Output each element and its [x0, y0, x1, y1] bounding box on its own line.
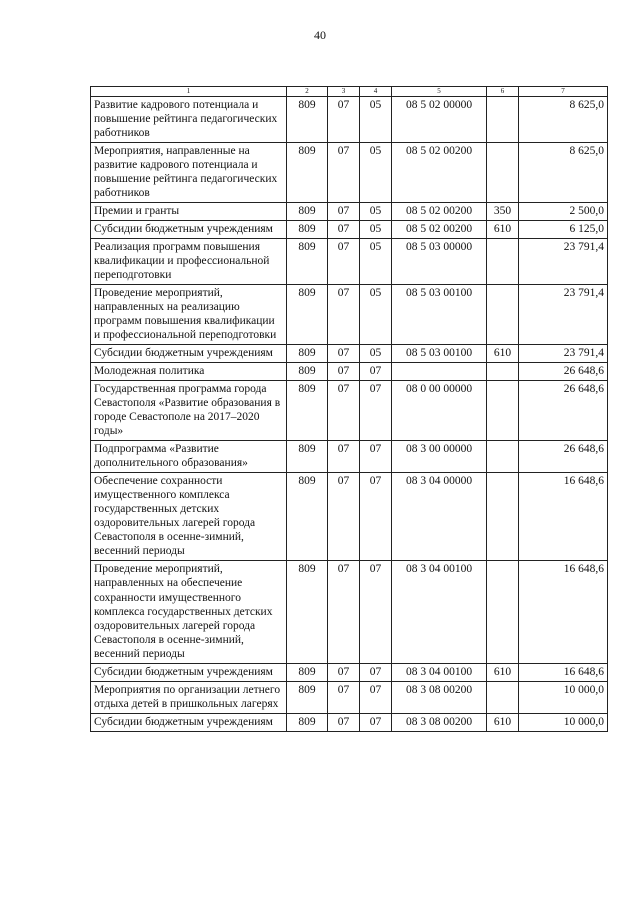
ministry-code: 809	[287, 441, 328, 473]
subsection-code: 07	[360, 561, 392, 663]
ministry-code: 809	[287, 473, 328, 561]
row-name: Субсидии бюджетным учреждениям	[91, 713, 287, 731]
row-name: Проведение мероприятий, направленных на реализацию программ повышения квалификации и профессиональной переподготовки	[91, 285, 287, 345]
section-code: 07	[328, 203, 360, 221]
ministry-code: 809	[287, 239, 328, 285]
ministry-code: 809	[287, 203, 328, 221]
expense-type-code: 610	[487, 663, 519, 681]
table-row	[91, 221, 608, 239]
ministry-code: 809	[287, 561, 328, 663]
amount: 16 648,6	[519, 663, 608, 681]
ministry-code: 809	[287, 381, 328, 441]
column-number-row	[91, 87, 608, 97]
table-row	[91, 681, 608, 713]
section-code: 07	[328, 363, 360, 381]
expense-type-code	[487, 473, 519, 561]
amount: 23 791,4	[519, 345, 608, 363]
section-code: 07	[328, 441, 360, 473]
ministry-code: 809	[287, 221, 328, 239]
amount: 2 500,0	[519, 203, 608, 221]
expense-type-code	[487, 681, 519, 713]
amount: 23 791,4	[519, 239, 608, 285]
section-code: 07	[328, 663, 360, 681]
subsection-code: 05	[360, 221, 392, 239]
column-number: 1	[91, 87, 287, 97]
subsection-code: 05	[360, 239, 392, 285]
row-name: Реализация программ повышения квалификации и профессиональной переподготовки	[91, 239, 287, 285]
subsection-code: 05	[360, 285, 392, 345]
expense-type-code: 610	[487, 713, 519, 731]
section-code: 07	[328, 561, 360, 663]
target-article-code: 08 3 04 00100	[392, 561, 487, 663]
row-name: Субсидии бюджетным учреждениям	[91, 663, 287, 681]
table-row	[91, 663, 608, 681]
target-article-code: 08 3 08 00200	[392, 713, 487, 731]
column-number: 3	[328, 87, 360, 97]
target-article-code: 08 5 03 00000	[392, 239, 487, 285]
amount: 23 791,4	[519, 285, 608, 345]
column-number: 4	[360, 87, 392, 97]
subsection-code: 05	[360, 345, 392, 363]
target-article-code: 08 5 02 00000	[392, 97, 487, 143]
amount: 10 000,0	[519, 713, 608, 731]
row-name: Субсидии бюджетным учреждениям	[91, 221, 287, 239]
target-article-code: 08 5 02 00200	[392, 221, 487, 239]
subsection-code: 07	[360, 473, 392, 561]
subsection-code: 07	[360, 363, 392, 381]
row-name: Развитие кадрового потенциала и повышение рейтинга педагогических работников	[91, 97, 287, 143]
amount: 16 648,6	[519, 561, 608, 663]
column-number: 5	[392, 87, 487, 97]
row-name: Мероприятия, направленные на развитие кадрового потенциала и повышение рейтинга педагогических работников	[91, 143, 287, 203]
ministry-code: 809	[287, 97, 328, 143]
row-name: Обеспечение сохранности имущественного комплекса государственных детских оздоровительных лагерей города Севастополя в осенне-зимний, весенний периоды	[91, 473, 287, 561]
row-name: Подпрограмма «Развитие дополнительного образования»	[91, 441, 287, 473]
row-name: Молодежная политика	[91, 363, 287, 381]
table-row	[91, 239, 608, 285]
section-code: 07	[328, 681, 360, 713]
subsection-code: 05	[360, 203, 392, 221]
ministry-code: 809	[287, 663, 328, 681]
expense-type-code: 610	[487, 345, 519, 363]
table-row	[91, 203, 608, 221]
expense-type-code	[487, 363, 519, 381]
target-article-code: 08 5 02 00200	[392, 203, 487, 221]
table-row	[91, 97, 608, 143]
target-article-code: 08 5 03 00100	[392, 285, 487, 345]
amount: 26 648,6	[519, 363, 608, 381]
table-row	[91, 363, 608, 381]
table-row	[91, 381, 608, 441]
table-row	[91, 345, 608, 363]
table-row	[91, 143, 608, 203]
section-code: 07	[328, 473, 360, 561]
target-article-code: 08 3 04 00000	[392, 473, 487, 561]
section-code: 07	[328, 381, 360, 441]
expense-type-code	[487, 561, 519, 663]
section-code: 07	[328, 713, 360, 731]
amount: 26 648,6	[519, 381, 608, 441]
column-number: 2	[287, 87, 328, 97]
amount: 6 125,0	[519, 221, 608, 239]
amount: 10 000,0	[519, 681, 608, 713]
subsection-code: 07	[360, 381, 392, 441]
ministry-code: 809	[287, 713, 328, 731]
target-article-code: 08 5 02 00200	[392, 143, 487, 203]
column-number: 6	[487, 87, 519, 97]
table-row	[91, 441, 608, 473]
row-name: Государственная программа города Севастополя «Развитие образования в городе Севастополе на 2017–2020 годы»	[91, 381, 287, 441]
target-article-code: 08 3 00 00000	[392, 441, 487, 473]
ministry-code: 809	[287, 143, 328, 203]
row-name: Субсидии бюджетным учреждениям	[91, 345, 287, 363]
subsection-code: 07	[360, 441, 392, 473]
table-row	[91, 473, 608, 561]
ministry-code: 809	[287, 681, 328, 713]
subsection-code: 05	[360, 97, 392, 143]
section-code: 07	[328, 143, 360, 203]
page-number: 40	[314, 28, 326, 42]
amount: 26 648,6	[519, 441, 608, 473]
section-code: 07	[328, 345, 360, 363]
table-row	[91, 285, 608, 345]
expense-type-code: 350	[487, 203, 519, 221]
expense-type-code	[487, 441, 519, 473]
subsection-code: 05	[360, 143, 392, 203]
subsection-code: 07	[360, 663, 392, 681]
column-number: 7	[519, 87, 608, 97]
subsection-code: 07	[360, 681, 392, 713]
expense-type-code	[487, 239, 519, 285]
amount: 8 625,0	[519, 97, 608, 143]
section-code: 07	[328, 97, 360, 143]
ministry-code: 809	[287, 285, 328, 345]
target-article-code	[392, 363, 487, 381]
row-name: Премии и гранты	[91, 203, 287, 221]
table-row	[91, 561, 608, 663]
section-code: 07	[328, 221, 360, 239]
amount: 16 648,6	[519, 473, 608, 561]
expense-type-code	[487, 97, 519, 143]
expense-type-code	[487, 381, 519, 441]
target-article-code: 08 3 08 00200	[392, 681, 487, 713]
amount: 8 625,0	[519, 143, 608, 203]
subsection-code: 07	[360, 713, 392, 731]
expense-type-code: 610	[487, 221, 519, 239]
section-code: 07	[328, 239, 360, 285]
target-article-code: 08 5 03 00100	[392, 345, 487, 363]
row-name: Проведение мероприятий, направленных на обеспечение сохранности имущественного комплекса государственных детских оздоровительных лагерей города Севастополя в осенне-зимний, весенний периоды	[91, 561, 287, 663]
target-article-code: 08 3 04 00100	[392, 663, 487, 681]
ministry-code: 809	[287, 345, 328, 363]
expense-type-code	[487, 285, 519, 345]
ministry-code: 809	[287, 363, 328, 381]
table-row	[91, 713, 608, 731]
target-article-code: 08 0 00 00000	[392, 381, 487, 441]
budget-table	[90, 86, 608, 732]
expense-type-code	[487, 143, 519, 203]
section-code: 07	[328, 285, 360, 345]
row-name: Мероприятия по организации летнего отдыха детей в пришкольных лагерях	[91, 681, 287, 713]
